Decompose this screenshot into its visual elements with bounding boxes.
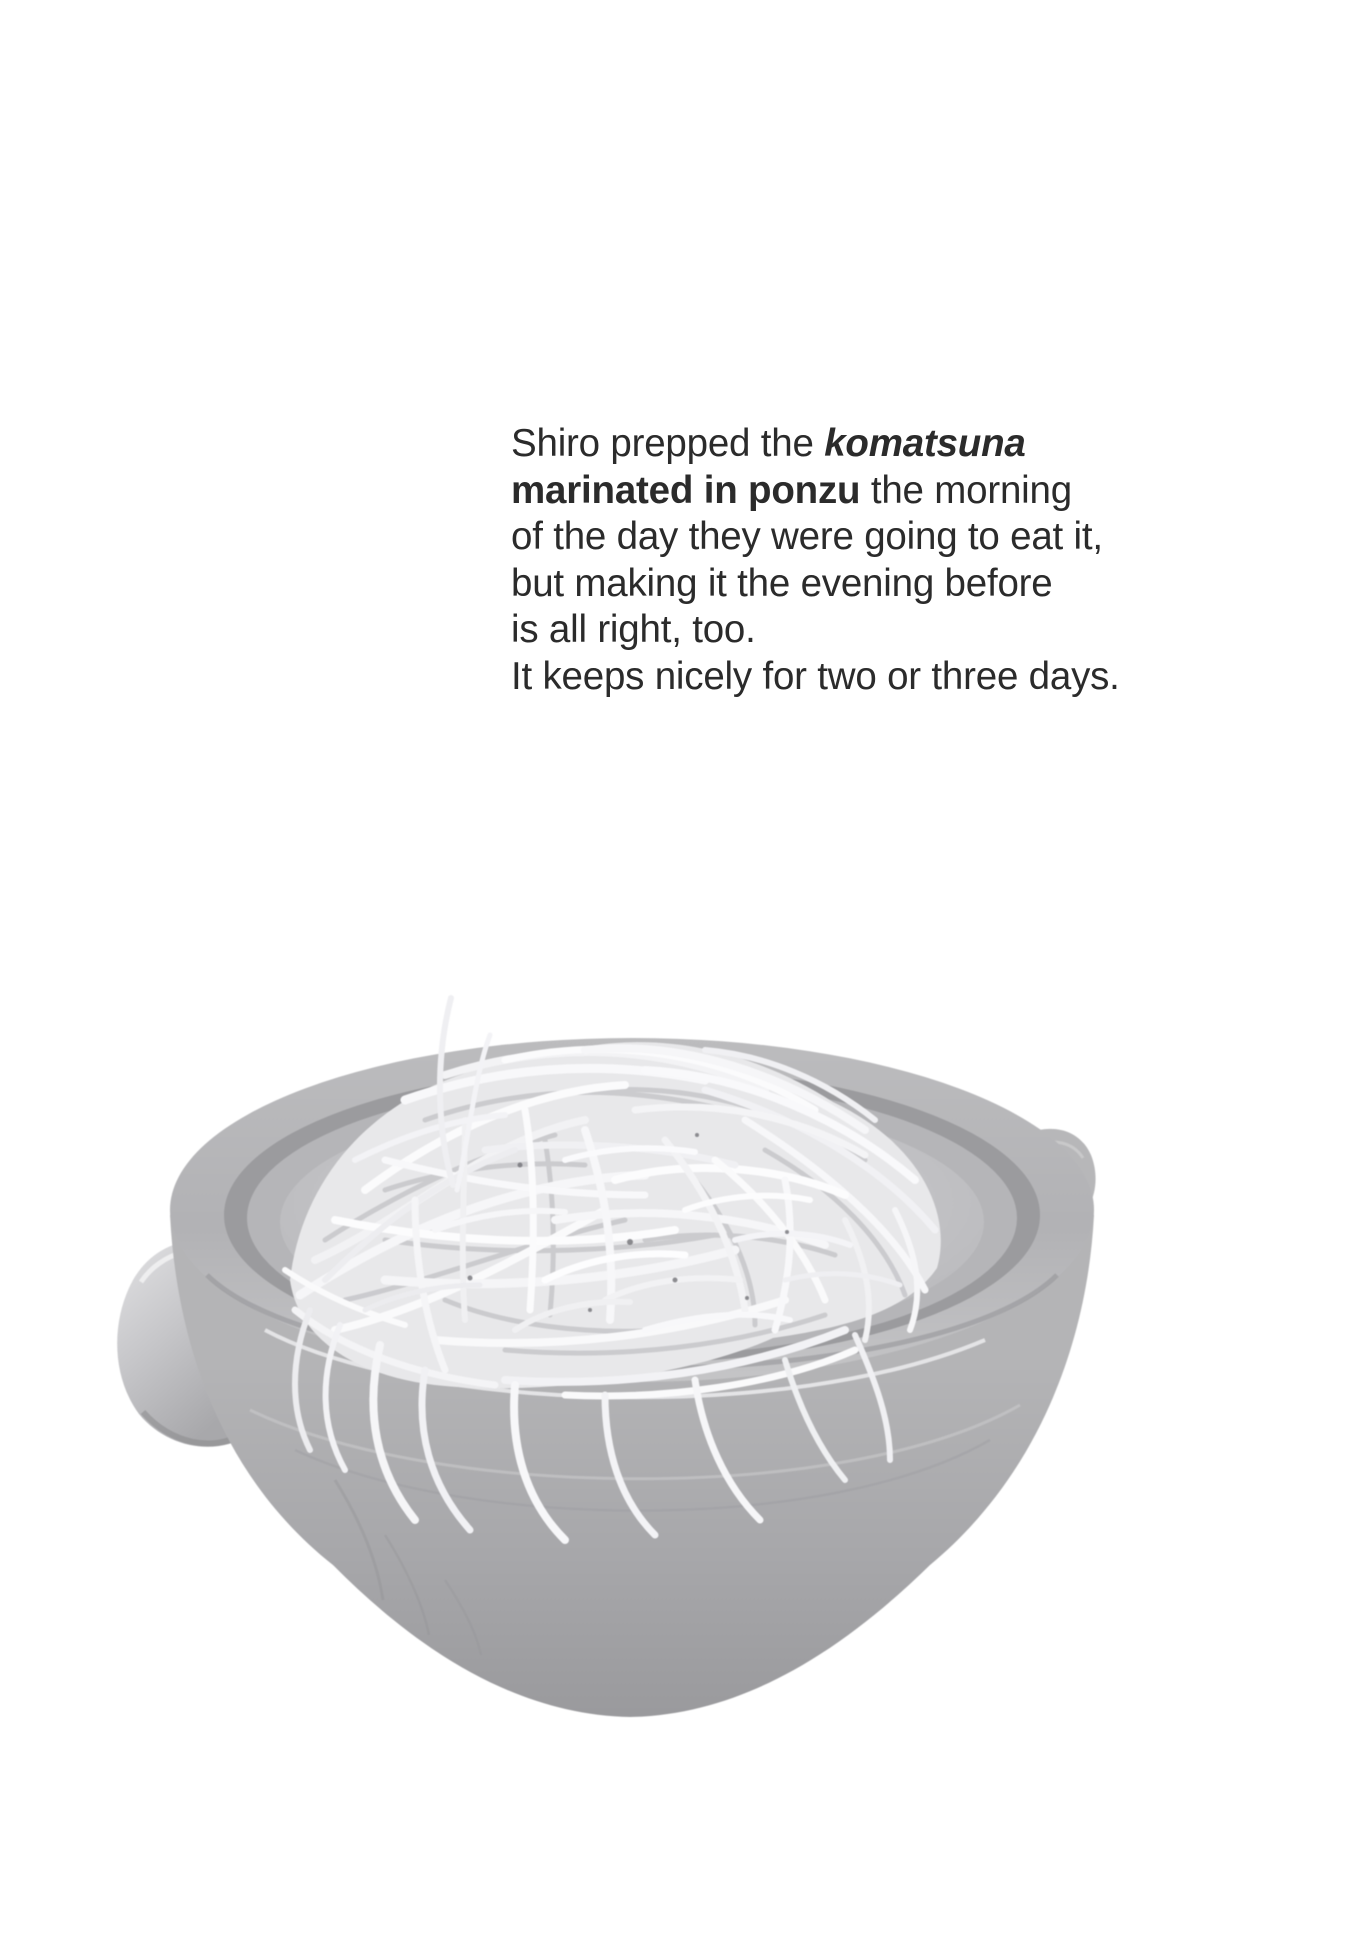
caption-block <box>511 421 1120 700</box>
caption-line-4: but making it the evening before <box>511 561 1053 605</box>
caption-line-1 <box>511 421 1120 468</box>
caption-text: the morning <box>860 468 1072 512</box>
caption-line-6: It keeps nicely for two or three days. <box>511 654 1120 698</box>
dish-photo <box>85 980 1105 1750</box>
dish-name-komatsuna: komatsuna <box>824 422 1026 465</box>
caption-line-3: of the day they were going to eat it, <box>511 515 1103 558</box>
caption-text: Shiro prepped the <box>511 422 825 465</box>
dish-name-marinated-in-ponzu: marinated in ponzu <box>511 468 861 512</box>
caption-line-5: is all right, too. <box>511 608 756 651</box>
donabe-photo-illustration <box>85 980 1105 1750</box>
caption-line-2 <box>511 468 1120 515</box>
